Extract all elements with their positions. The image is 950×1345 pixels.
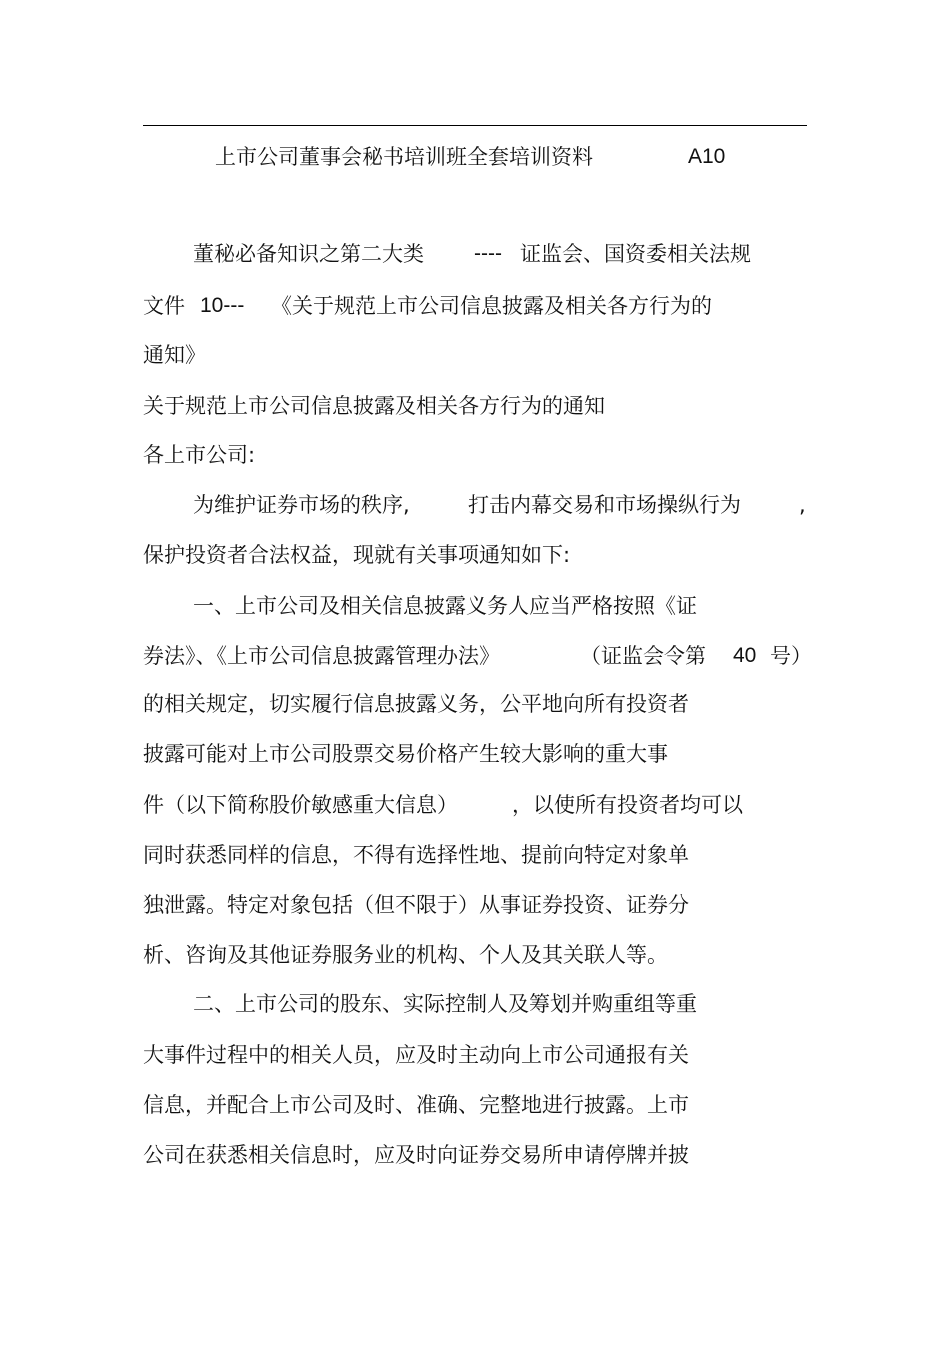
- item1-line-7: 独泄露。特定对象包括（但不限于）从事证券投资、证券分: [143, 893, 689, 917]
- series-label: 董秘必备知识之第二大类: [193, 242, 424, 266]
- intro-line-1b: 打击内幕交易和市场操纵行为: [468, 493, 741, 517]
- notice-heading: 关于规范上市公司信息披露及相关各方行为的通知: [143, 394, 605, 418]
- item1-line-2c: 40: [733, 644, 757, 667]
- intro-line-2: 保护投资者合法权益，现就有关事项通知如下:: [143, 543, 571, 567]
- item1-line-2d: 号）: [770, 644, 812, 668]
- item1-line-2a: 券法》、《上市公司信息披露管理办法》: [143, 644, 500, 668]
- intro-line-1c: ,: [799, 493, 806, 517]
- item2-line-4: 公司在获悉相关信息时，应及时向证券交易所申请停牌并披: [143, 1143, 689, 1167]
- item1-line-4: 披露可能对上市公司股票交易价格产生较大影响的重大事: [143, 742, 668, 766]
- item1-line-6: 同时获悉同样的信息，不得有选择性地、提前向特定对象单: [143, 843, 689, 867]
- series-dashes: ----: [474, 242, 502, 265]
- item1-line-5b: ，以使所有投资者均可以: [512, 793, 743, 817]
- item2-line-3: 信息，并配合上市公司及时、准确、完整地进行披露。上市: [143, 1093, 689, 1117]
- document-title: 上市公司董事会秘书培训班全套培训资料: [215, 145, 593, 169]
- item1-line-3: 的相关规定，切实履行信息披露义务，公平地向所有投资者: [143, 692, 689, 716]
- file-title-end: 通知》: [143, 343, 206, 367]
- file-prefix: 文件: [143, 294, 185, 318]
- intro-line-1a: 为维护证券市场的秩序,: [193, 493, 410, 517]
- salutation: 各上市公司:: [143, 443, 256, 467]
- file-number: 10---: [200, 294, 245, 317]
- item1-line-8: 析、咨询及其他证券服务业的机构、个人及其关联人等。: [143, 943, 668, 967]
- item1-line-2b: （证监会令第: [580, 644, 706, 668]
- item1-line-1: 一、上市公司及相关信息披露义务人应当严格按照《证: [193, 594, 697, 618]
- series-category: 证监会、国资委相关法规: [520, 242, 751, 266]
- file-title-start: 《关于规范上市公司信息披露及相关各方行为的: [271, 294, 712, 318]
- header-rule: [143, 125, 807, 126]
- item2-line-2: 大事件过程中的相关人员，应及时主动向上市公司通报有关: [143, 1043, 689, 1067]
- document-code: A10: [688, 145, 726, 168]
- item2-line-1: 二、上市公司的股东、实际控制人及筹划并购重组等重: [193, 992, 697, 1016]
- item1-line-5a: 件（以下简称股价敏感重大信息）: [143, 793, 458, 817]
